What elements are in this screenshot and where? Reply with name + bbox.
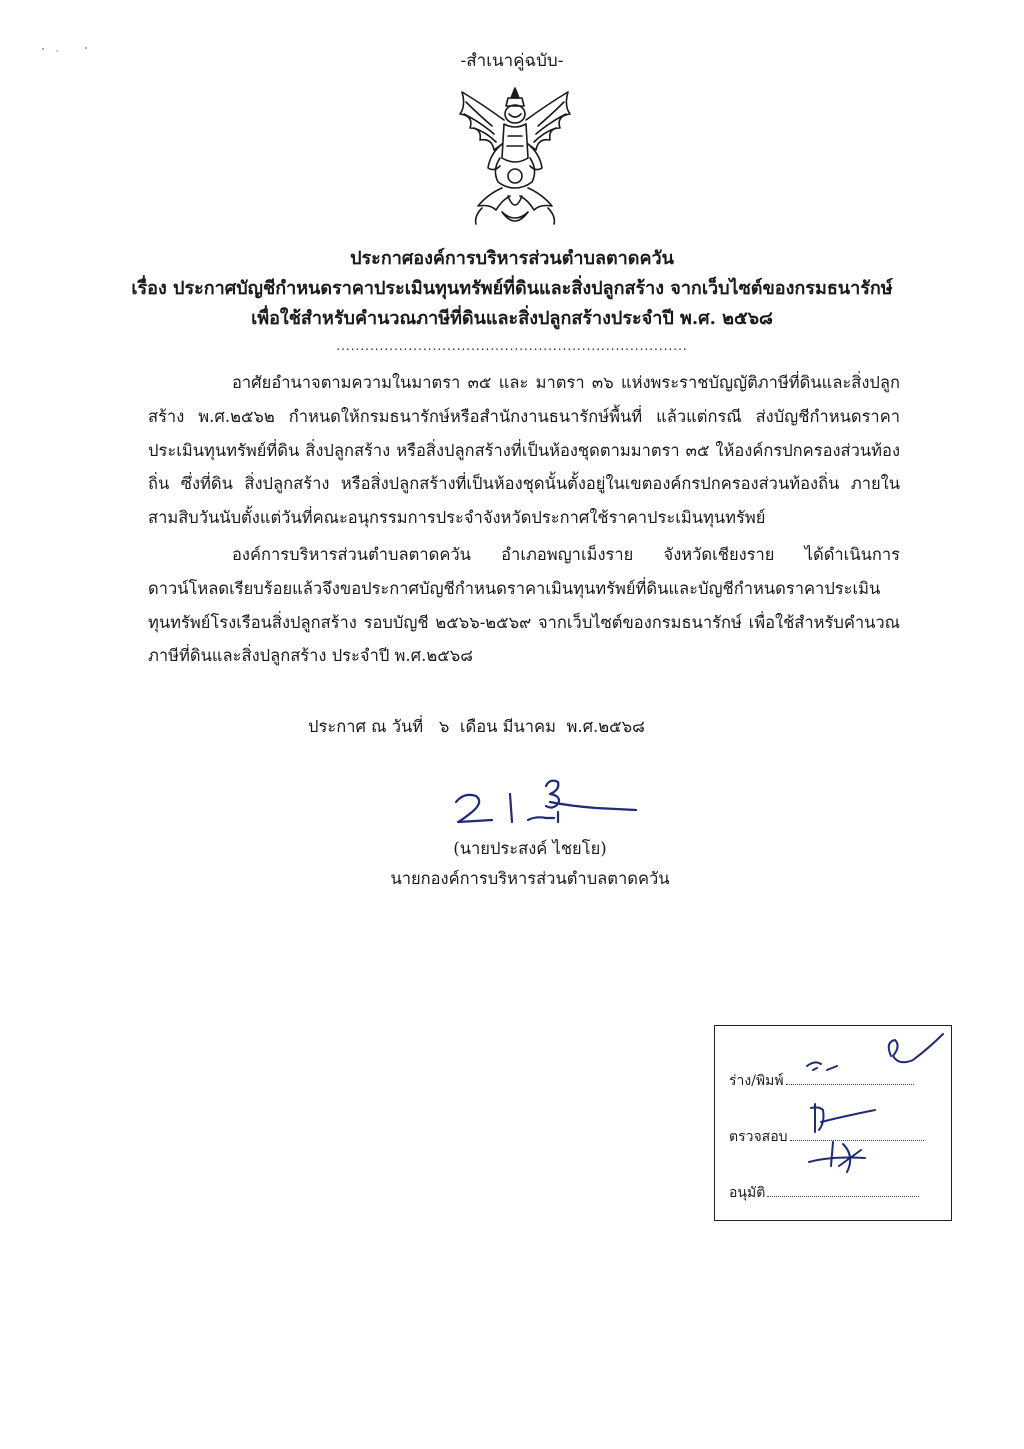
signer-title: นายกองค์การบริหารส่วนตำบลตาดควัน	[390, 869, 670, 888]
heading-subject: เรื่อง ประกาศบัญชีกำหนดราคาประเมินทุนทรัพย์ที่ดินและสิ่งปลูกสร้าง จากเว็บไซต์ของกรมธนารักษ์	[131, 278, 893, 299]
checked-label: ตรวจสอบ	[729, 1129, 788, 1145]
announcement-heading	[90, 244, 934, 334]
heading-organization: ประกาศองค์การบริหารส่วนตำบลตาดควัน	[350, 248, 674, 269]
body-paragraph-2: องค์การบริหารส่วนตำบลตาดควัน อำเภอพญาเม็งราย จังหวัดเชียงราย ได้ดำเนินการดาวน์โหลดเรียบร้อยแล้วจึงขอประกาศบัญชีกำหนดราคาเมินทุนทรัพย์ที่ดินและบัญชีกำหนดราคาประเมินทุนทรัพย์โรงเรือนสิ่งปลูกสร้าง รอบบัญชี ๒๕๖๖-๒๕๖๙ จากเว็บไซต์ของกรมธนารักษ์ เพื่อใช้สำหรับคำนวณภาษีที่ดินและสิ่งปลูกสร้าง ประจำปี พ.ศ.๒๕๖๘	[148, 545, 900, 666]
handwritten-initials	[715, 1026, 953, 1222]
body-paragraph-1: อาศัยอำนาจตามความในมาตรา ๓๕ และ มาตรา ๓๖ แห่งพระราชบัญญัติภาษีที่ดินและสิ่งปลูกสร้าง พ.ศ.๒๕๖๒ กำหนดให้กรมธนารักษ์หรือสำนักงานธนารักษ์พื้นที่ แล้วแต่กรณี ส่งบัญชีกำหนดราคาประเมินทุนทรัพย์ที่ดิน สิ่งปลูกสร้าง หรือสิ่งปลูกสร้างที่เป็นห้องชุดตามมาตรา ๓๕ ให้องค์กรปกครองส่วนท้องถิ่น ซึ่งที่ดิน สิ่งปลูกสร้าง หรือสิ่งปลูกสร้างที่เป็นห้องชุดนั้นตั้งอยู่ในเขตองค์กรปกครองส่วนท้องถิ่น ภายในสามสิบวันนับตั้งแต่วันที่คณะอนุกรรมการประจำจังหวัดประกาศใช้ราคาประเมินทุนทรัพย์	[148, 373, 900, 528]
handwritten-signature	[446, 772, 646, 832]
heading-purpose: เพื่อใช้สำหรับคำนวณภาษีที่ดินและสิ่งปลูกสร้างประจำปี พ.ศ. ๒๕๖๘	[251, 308, 773, 329]
heading-divider: .........................................................................	[336, 339, 688, 353]
drafted-label: ร่าง/พิมพ์	[729, 1073, 784, 1089]
approved-label: อนุมัติ	[729, 1185, 766, 1201]
announcement-date: ประกาศ ณ วันที่ ๖ เดือน มีนาคม พ.ศ.๒๕๖๘	[308, 717, 645, 736]
copy-mark: -สำเนาคู่ฉบับ-	[460, 51, 564, 71]
signer-name: (นายประสงค์ ไชยโย)	[453, 839, 607, 858]
garuda-emblem-icon	[452, 84, 578, 230]
approval-box	[714, 1025, 952, 1221]
